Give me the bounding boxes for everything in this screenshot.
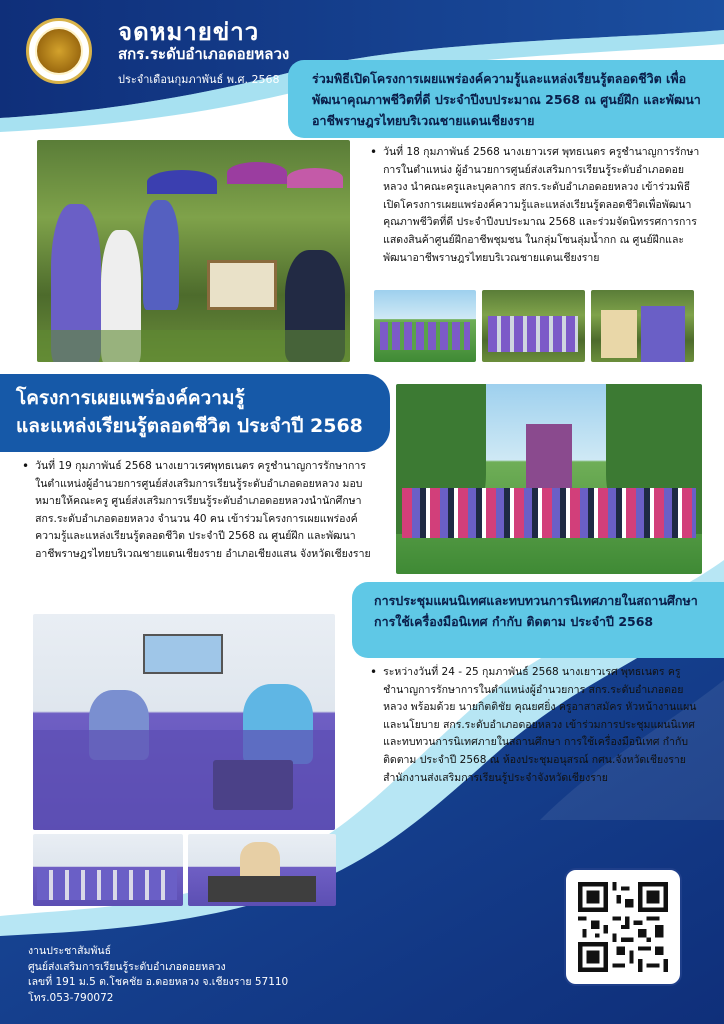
news2-title-banner	[0, 374, 390, 452]
news3-title-banner	[352, 582, 724, 658]
footer-phone: โทร.053-790072	[28, 991, 114, 1004]
issue-date: ประจำเดือนกุมภาพันธ์ พ.ศ. 2568	[118, 73, 280, 86]
footer-department: งานประชาสัมพันธ์	[28, 945, 112, 957]
news3-title: การประชุมแผนนิเทศและทบทวนการนิเทศภายในสถานศึกษา การใช้เครื่องมือนิเทศ กำกับ ติดตาม ประจำปี 2568	[374, 593, 698, 629]
news1-photo-4	[591, 290, 694, 362]
footer-contact	[28, 944, 288, 1006]
newsletter-title: จดหมายข่าว	[118, 18, 260, 46]
news2-paragraph: • วันที่ 19 กุมภาพันธ์ 2568 นางเยาวเรศพุทธเนตร ครูชำนาญการรักษาการในตำแหน่งผู้อำนวยการศูนย์ส่งเสริมการเรียนรู้ระดับอำเภอดอยหลวง มอบหมายให้คณะครู ศูนย์ส่งเสริมการเรียนรู้ระดับอำเภอดอยหลวงนำนักศึกษา สกร.ระดับอำเภอดอยหลวง จำนวน 40 คน เข้าร่วมโครงการเผยแพร่องค์ความรู้และแหล่งเรียนรู้ตลอดชีวิต ประจำปี 2568 ณ ศูนย์ฝึก และพัฒนาอาชีพราษฎรไทยบริเวณชายแดนเชียงราย อำเภอเชียงแสน จังหวัดเชียงราย	[22, 458, 372, 564]
news3-photo-2	[33, 834, 183, 906]
qr-code-icon[interactable]	[578, 882, 668, 972]
news1-title-banner	[288, 60, 724, 138]
news2-title-line1: โครงการเผยแพร่องค์ความรู้	[16, 387, 245, 409]
school-emblem-icon	[26, 18, 92, 84]
news3-photo-3	[188, 834, 336, 906]
news1-title: ร่วมพิธีเปิดโครงการเผยแพร่องค์ความรู้และแหล่งเรียนรู้ตลอดชีวิต เพื่อพัฒนาคุณภาพชีวิตที่ดี ประจำปีงบประมาณ 2568 ณ ศูนย์ฝึก และพัฒนาอาชีพราษฎรไทยบริเวณชายแดนเชียงราย	[312, 71, 701, 128]
footer-address: เลขที่ 191 ม.5 ต.โชคชัย อ.ดอยหลวง จ.เชียงราย 57110	[28, 976, 289, 988]
news1-photo-2	[374, 290, 476, 362]
qr-code-card[interactable]	[564, 868, 682, 986]
news2-group-photo	[396, 384, 702, 574]
news2-body: วันที่ 19 กุมภาพันธ์ 2568 นางเยาวเรศพุทธเนตร ครูชำนาญการรักษาการในตำแหน่งผู้อำนวยการศูนย์ส่งเสริมการเรียนรู้ระดับอำเภอดอยหลวง มอบหมายให้คณะครู ศูนย์ส่งเสริมการเรียนรู้ระดับอำเภอดอยหลวงนำนักศึกษา สกร.ระดับอำเภอดอยหลวง จำนวน 40 คน เข้าร่วมโครงการเผยแพร่องค์ความรู้และแหล่งเรียนรู้ตลอดชีวิต ประจำปี 2568 ณ ศูนย์ฝึก และพัฒนาอาชีพราษฎรไทยบริเวณชายแดนเชียงราย อำเภอเชียงแสน จังหวัดเชียงราย	[35, 460, 371, 560]
news3-body: ระหว่างวันที่ 24 - 25 กุมภาพันธ์ 2568 นางเยาวเรศ พุทธเนตร ครูชำนาญการรักษาการในตำแหน่งผู้อำนวยการ สกร.ระดับอำเภอดอยหลวง พร้อมด้วย นายกิตติชัย คุณยศยิ่ง ครูอาสาสมัคร หัวหน้างานแผนและนโยบาย สกร.ระดับอำเภอดอยหลวง เข้าร่วมการประชุมแผนนิเทศและทบทวนการนิเทศภายในสถานศึกษา การใช้เครื่องมือนิเทศ กำกับ ติดตาม ประจำปี 2568 ณ ห้องประชุมอนุสรณ์ กศน.จังหวัดเชียงราย สำนักงานส่งเสริมการเรียนรู้ประจำจังหวัดเชียงราย	[383, 666, 697, 784]
news1-body: วันที่ 18 กุมภาพันธ์ 2568 นางเยาวเรศ พุทธเนตร ครูชำนาญการรักษาการในตำแหน่ง ผู้อำนวยการศูนย์ส่งเสริมการเรียนรู้ระดับอำเภอดอยหลวง นำคณะครูและบุคลากร สกร.ระดับอำเภอดอยหลวง เข้าร่วมพิธีเปิดโครงการเผยแพร่องค์ความรู้และแหล่งเรียนรู้ตลอดชีวิตเพื่อพัฒนาคุณภาพชีวิตที่ดี ประจำปีงบประมาณ 2568 และร่วมจัดนิทรรศการการแสดงสินค้าศูนย์ฝึกอาชีพชุมชน ในกลุ่มโซนลุ่มน้ำกก ณ ศูนย์ฝึกและพัฒนาอาชีพราษฎรไทยบริเวณชายแดนเชียงราย	[383, 146, 700, 264]
news3-meeting-photo	[33, 614, 335, 830]
news1-photo-3	[482, 290, 585, 362]
footer-organization: ศูนย์ส่งเสริมการเรียนรู้ระดับอำเภอดอยหลวง	[28, 960, 226, 973]
organization-name: สกร.ระดับอำเภอดอยหลวง	[118, 45, 290, 63]
news3-paragraph: • ระหว่างวันที่ 24 - 25 กุมภาพันธ์ 2568 นางเยาวเรศ พุทธเนตร ครูชำนาญการรักษาการในตำแหน่งผู้อำนวยการ สกร.ระดับอำเภอดอยหลวง พร้อมด้วย นายกิตติชัย คุณยศยิ่ง ครูอาสาสมัคร หัวหน้างานแผนและนโยบาย สกร.ระดับอำเภอดอยหลวง เข้าร่วมการประชุมแผนนิเทศและทบทวนการนิเทศภายในสถานศึกษา การใช้เครื่องมือนิเทศ กำกับ ติดตาม ประจำปี 2568 ณ ห้องประชุมอนุสรณ์ กศน.จังหวัดเชียงราย สำนักงานส่งเสริมการเรียนรู้ประจำจังหวัดเชียงราย	[370, 664, 700, 787]
news1-main-photo	[37, 140, 350, 362]
news2-title-line2: และแหล่งเรียนรู้ตลอดชีวิต ประจำปี 2568	[16, 415, 363, 437]
news1-paragraph: • วันที่ 18 กุมภาพันธ์ 2568 นางเยาวเรศ พุทธเนตร ครูชำนาญการรักษาการในตำแหน่ง ผู้อำนวยการศูนย์ส่งเสริมการเรียนรู้ระดับอำเภอดอยหลวง นำคณะครูและบุคลากร สกร.ระดับอำเภอดอยหลวง เข้าร่วมพิธีเปิดโครงการเผยแพร่องค์ความรู้และแหล่งเรียนรู้ตลอดชีวิตเพื่อพัฒนาคุณภาพชีวิตที่ดี ประจำปีงบประมาณ 2568 และร่วมจัดนิทรรศการการแสดงสินค้าศูนย์ฝึกอาชีพชุมชน ในกลุ่มโซนลุ่มน้ำกก ณ ศูนย์ฝึกและพัฒนาอาชีพราษฎรไทยบริเวณชายแดนเชียงราย	[370, 144, 700, 267]
